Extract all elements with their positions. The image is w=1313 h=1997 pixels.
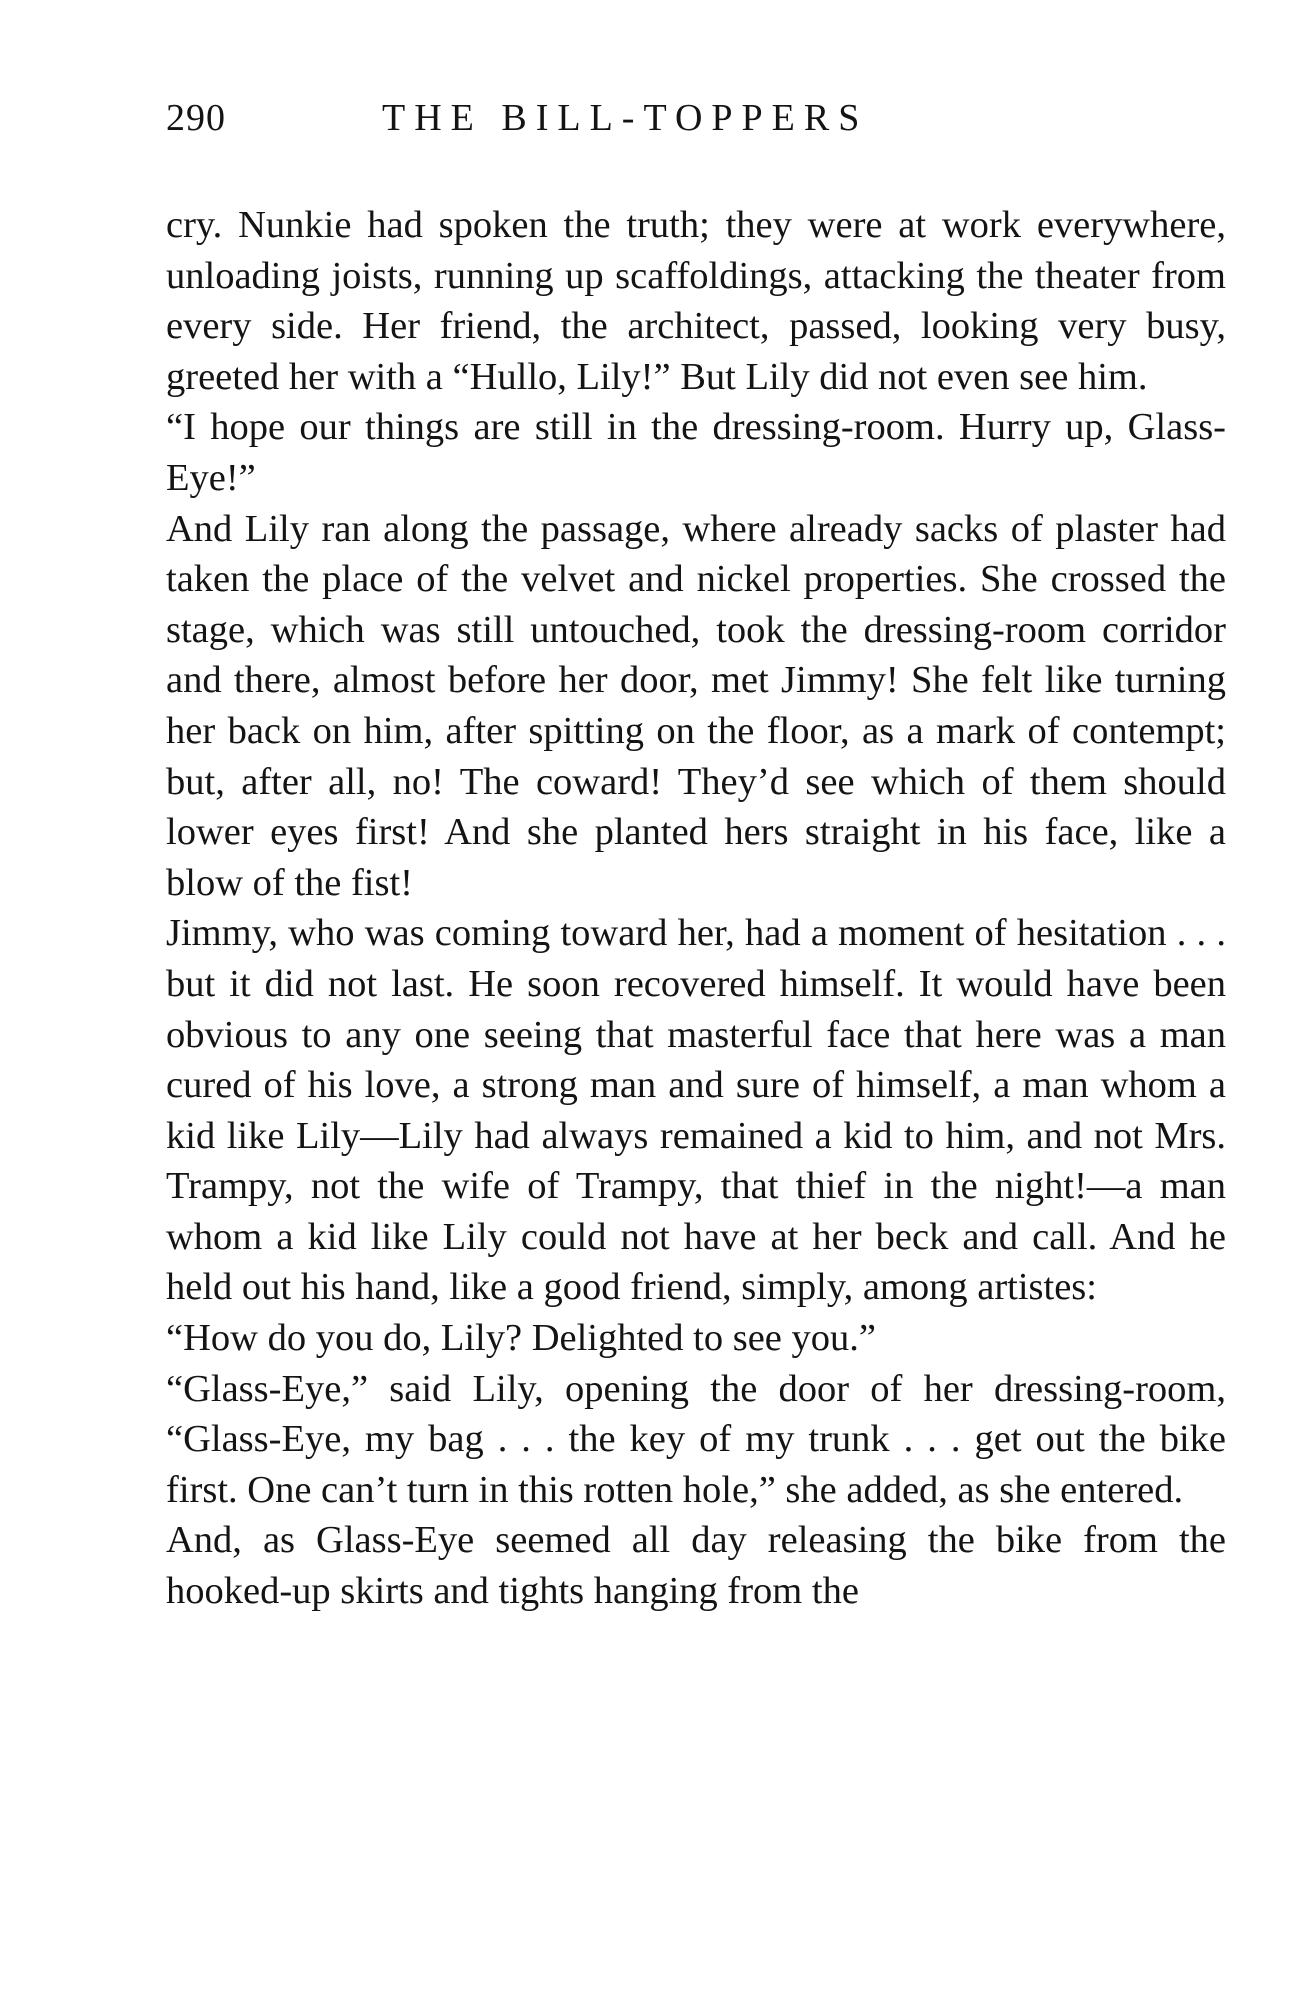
running-title: THE BILL-TOPPERS [382,97,869,139]
running-head [166,96,1226,156]
page-number: 290 [166,97,226,139]
body-text [166,200,1226,1617]
paragraph-7: And, as Glass-Eye seemed all day releasing the bike from the hooked-up skirts and tights hanging from the [166,1519,1226,1613]
paragraph-5: “How do you do, Lily? Delighted to see you.” [166,1317,876,1360]
paragraph-3: And Lily ran along the passage, where already sacks of plaster had taken the place of the velvet and nickel properties. She crossed the stage, which was still untouched, took the dressing-room corridor and there, almost before her door, met Jimmy! She felt like turning her back on him, after spitting on the floor, as a mark of contempt; but, after all, no! The coward! They’d see which of them should lower eyes first! And she planted hers straight in his face, like a blow of the fist! [166,507,1226,904]
paragraph-1: cry. Nunkie had spoken the truth; they were at work everywhere, unloading joists, running up scaffoldings, attacking the theater from every side. Her friend, the architect, passed, looking very busy, greeted her with a “Hullo, Lily!” But Lily did not even see him. [166,204,1226,398]
paragraph-4: Jimmy, who was coming toward her, had a moment of hesitation . . . but it did not last. He soon recovered himself. It would have been obvious to any one seeing that masterful face that here was a man cured of his love, a strong man and sure of himself, a man whom a kid like Lily—Lily had always remained a kid to him, and not Mrs. Trampy, not the wife of Trampy, that thief in the night!—a man whom a kid like Lily could not have at her beck and call. And he held out his hand, like a good friend, simply, among artistes: [166,912,1226,1309]
paragraph-6: “Glass-Eye,” said Lily, opening the door of her dressing-room, “Glass-Eye, my bag . . . the key of my trunk . . . get out the bike first. One can’t turn in this rotten hole,” she added, as she entered. [166,1367,1226,1511]
paragraph-2: “I hope our things are still in the dressing-room. Hurry up, Glass-Eye!” [166,406,1226,499]
